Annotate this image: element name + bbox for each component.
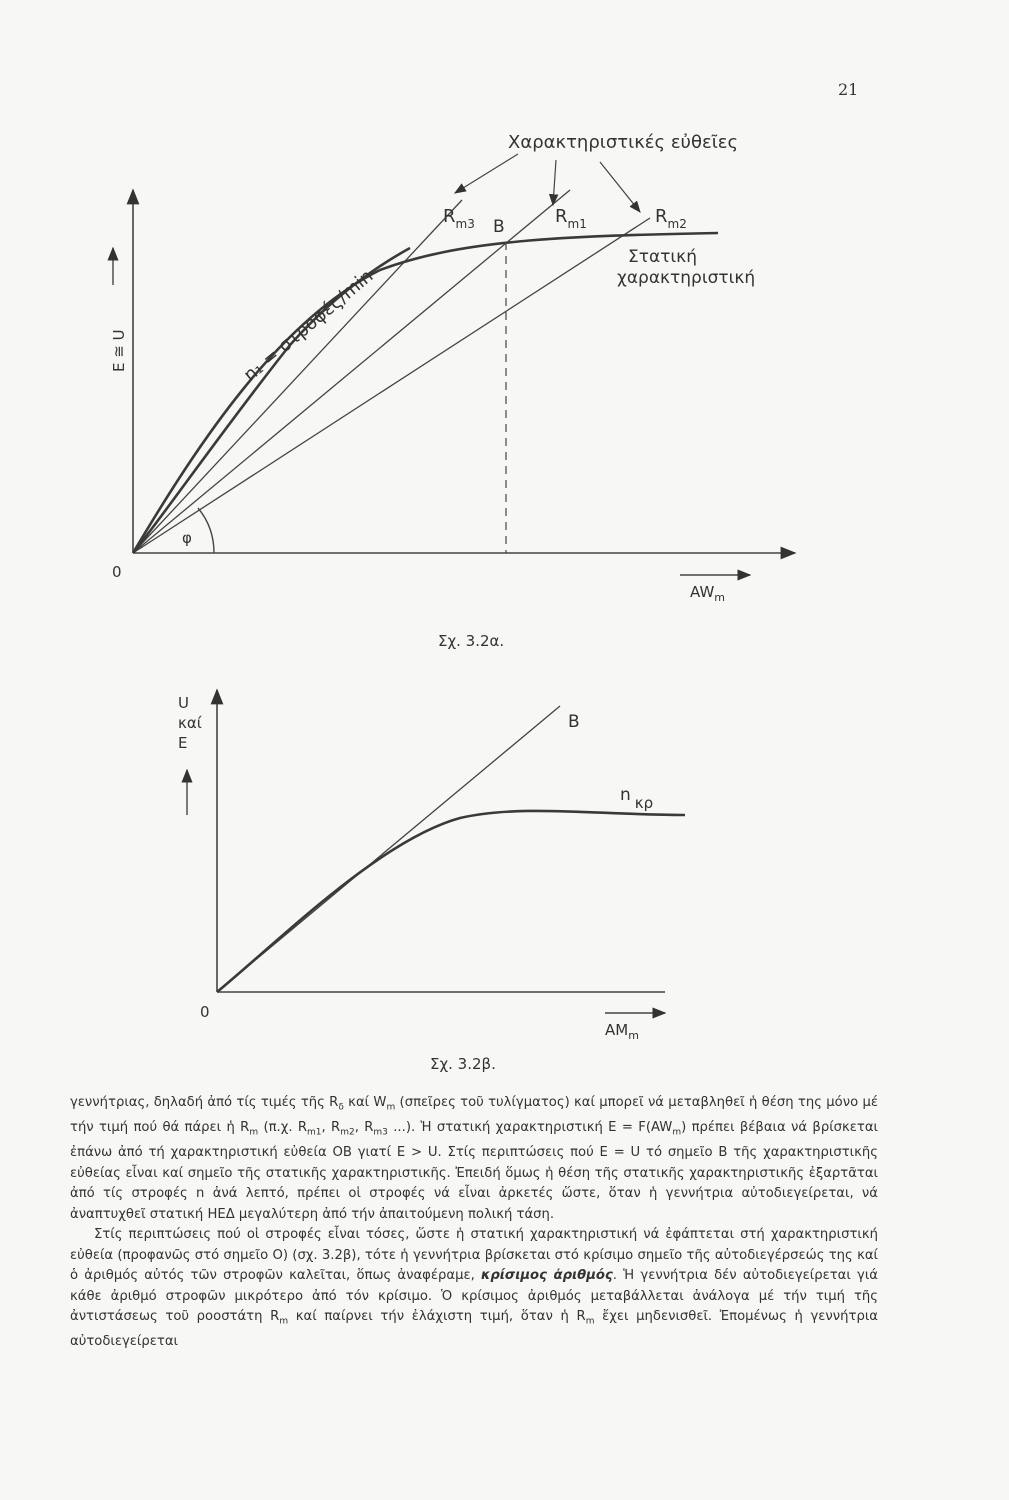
static-label-1: Στατική bbox=[628, 247, 697, 267]
x-axis-label-a: $AW_m$ bbox=[690, 583, 725, 604]
static-label-2: χαρακτηριστική bbox=[617, 268, 756, 288]
paragraph-2: Στίς περιπτώσεις πού οἱ στροφές εἶναι τόσες, ὥστε ἡ στατική χαρακτηριστική νά ἐφάπτεται στή χαρακτηριστική εὐθεία (προφανῶς στό σημεῖο O) (σχ. 3.2β), τότε ἡ γεννήτρια βρίσκεται στό κρίσιμο σημεῖο τῆς αὐτοδιεγέρσεώς της καί ὁ ἀριθμός αὐτός τῶν στροφῶν καλεῖται, ὅπως ἀναφέραμε, κρίσιμος ἀριθμός. Ἡ γεννήτρια δέν αὐτοδιεγείρεται γιά κάθε ἀριθμό στροφῶν μικρότερο ἀπό τόν κρίσιμο. Ὁ κρίσιμος ἀριθμός μεταβάλλεται ἀνάλογα μέ τήν τιμή τῆς ἀντιστάσεως τοῦ ροοστάτη $R_m$ καί παίρνει τήν ἐλάχιστη τιμή, ὅταν ἡ $R_m$ ἔχει μηδενισθεῖ. Ἐπομένως ἡ γεννήτρια αὐτοδιεγείρεται bbox=[70, 1227, 878, 1350]
line-rm3 bbox=[133, 200, 462, 553]
b-label-a: B bbox=[493, 217, 505, 237]
paragraph-1: γεννήτριας, δηλαδή ἀπό τίς τιμές τῆς $R_\delta$ καί $W_m$ (σπεῖρες τοῦ τυλίγματος) καί μπορεῖ νά μεταβληθεῖ ἡ θέση της μόνο μέ τήν τιμή πού θά πάρει ἡ $R_m$ (π.χ. $R_{m1}$, $R_{m2}$, $R_{m3}$ ...). Ἡ στατική χαρακτηριστική $E = F(AW_m)$ πρέπει βέβαια νά βρίσκεται ἐπάνω ἀπό τή χαρακτηριστική εὐθεία OB γιατί E > U. Στίς περιπτώσεις πού E = U τό σημεῖο B τῆς χαρακτηριστικῆς εὐθείας εἶναι καί σημεῖο τῆς στατικῆς χαρακτηριστικῆς. Ἐπειδή ὅμως ἡ θέση τῆς στατικῆς χαρακτηριστικῆς ἐξαρτᾶται ἀπό τίς στροφές n ἀνά λεπτό, πρέπει οἱ στροφές νά εἶναι ἀρκετές ὥστε, ὅταν ἡ γεννήτρια αὐτοδιεγείρεται, νά ἀναπτυχθεῖ στατική ΗΕΔ μεγαλύτερη ἀπό τήν ἀπαιτούμενη πολική τάση. bbox=[70, 1095, 879, 1222]
rm3-label: $R_{m3}$ bbox=[443, 206, 475, 231]
y-label-e: E bbox=[178, 734, 188, 752]
angle-arc bbox=[198, 508, 214, 553]
rm2-label: $R_{m2}$ bbox=[655, 206, 687, 231]
top-label: Χαρακτηριστικές εὐθεῖες bbox=[508, 132, 739, 153]
line-rm1 bbox=[133, 190, 570, 553]
caption-3-2b: Σχ. 3.2β. bbox=[430, 1055, 496, 1073]
speed-curve-label: n₁ = στροφές/min bbox=[239, 265, 378, 386]
critical-curve bbox=[217, 811, 685, 992]
y-axis-label: E ≅ U bbox=[110, 329, 128, 372]
critical-label: n κρ bbox=[620, 785, 654, 812]
caption-3-2a: Σχ. 3.2α. bbox=[438, 632, 505, 650]
body-text bbox=[70, 1093, 878, 1353]
rm1-label: $R_{m1}$ bbox=[555, 206, 587, 231]
y-label-kai: καί bbox=[178, 714, 202, 732]
angle-label: φ bbox=[182, 529, 192, 547]
b-label-b: B bbox=[568, 712, 580, 732]
origin-a: 0 bbox=[112, 563, 122, 581]
y-label-u: U bbox=[178, 694, 189, 712]
line-rm2 bbox=[133, 218, 650, 553]
x-axis-label-b: $AM_m$ bbox=[605, 1021, 639, 1042]
origin-b: 0 bbox=[200, 1003, 210, 1021]
page-number: 21 bbox=[838, 80, 859, 99]
